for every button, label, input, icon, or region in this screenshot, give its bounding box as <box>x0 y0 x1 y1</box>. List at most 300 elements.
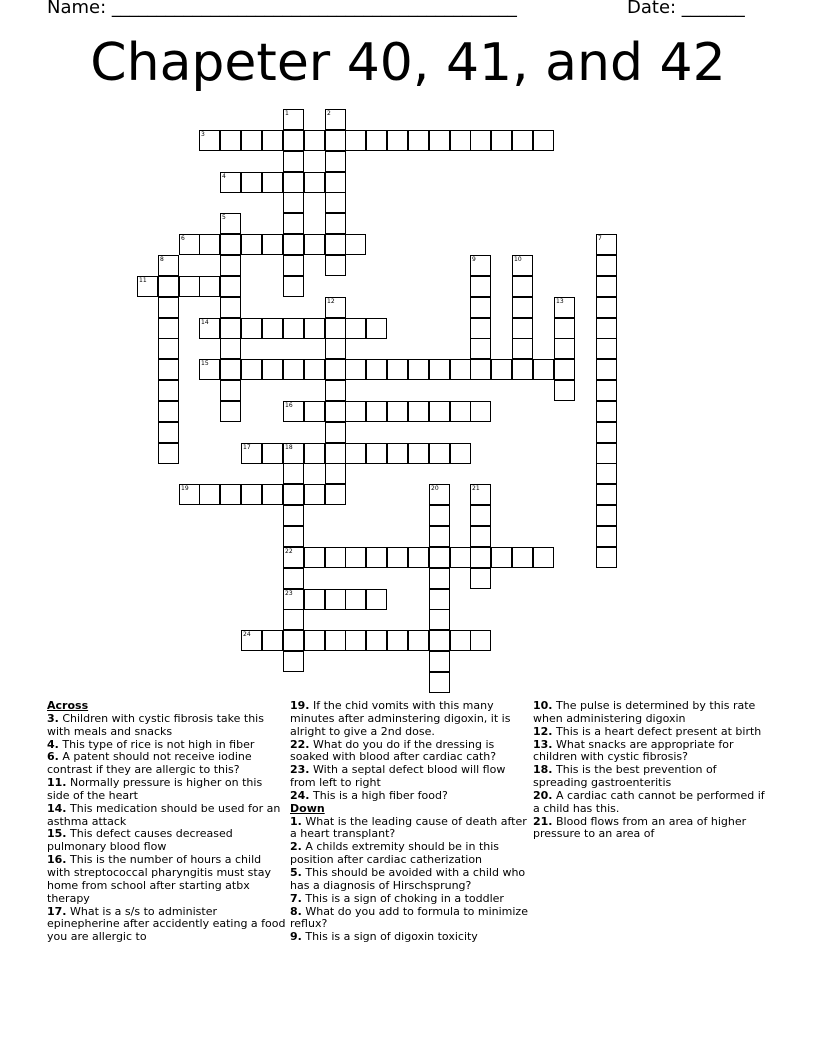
crossword-cell[interactable] <box>262 443 283 464</box>
crossword-cell[interactable] <box>283 151 304 172</box>
crossword-cell[interactable] <box>596 255 617 276</box>
crossword-cell[interactable] <box>325 589 346 610</box>
crossword-cell[interactable] <box>366 589 387 610</box>
crossword-cell[interactable] <box>596 234 617 255</box>
clue-text: If the chid vomits with this many minutes after adminstering digoxin, it is alright to give a 2nd dose. <box>290 699 511 738</box>
across-clue <box>290 764 530 790</box>
crossword-cell[interactable] <box>325 318 346 339</box>
crossword-cell[interactable] <box>596 443 617 464</box>
crossword-cell[interactable] <box>450 359 471 380</box>
clue-number: 9. <box>290 930 302 944</box>
crossword-cell[interactable] <box>220 172 241 193</box>
crossword-cell[interactable] <box>220 297 241 318</box>
crossword-cell[interactable] <box>283 172 304 193</box>
crossword-cell[interactable] <box>158 276 179 297</box>
across-clue <box>290 700 530 739</box>
crossword-cell[interactable] <box>596 463 617 484</box>
crossword-cell[interactable] <box>179 234 200 255</box>
crossword-cell[interactable] <box>596 505 617 526</box>
crossword-cell[interactable] <box>325 359 346 380</box>
crossword-cell[interactable] <box>199 234 220 255</box>
crossword-cell[interactable] <box>283 526 304 547</box>
crossword-cell[interactable] <box>596 526 617 547</box>
cell-number: 18 <box>285 444 293 451</box>
cell-number: 10 <box>514 256 522 263</box>
clue-number: 5. <box>290 865 302 879</box>
crossword-cell[interactable] <box>470 297 491 318</box>
crossword-cell[interactable] <box>533 130 554 151</box>
crossword-cell[interactable] <box>387 630 408 651</box>
cell-number: 9 <box>472 256 476 263</box>
clue-number: 3. <box>47 711 59 725</box>
clue-text: This is a heart defect present at birth <box>556 724 762 738</box>
clue-number: 8. <box>290 904 302 918</box>
crossword-cell[interactable] <box>512 318 533 339</box>
clue-text: This is the best prevention of spreading gastroenteritis <box>533 763 717 790</box>
crossword-cell[interactable] <box>596 318 617 339</box>
crossword-cell[interactable] <box>596 401 617 422</box>
crossword-cell[interactable] <box>283 130 304 151</box>
clue-text: The pulse is determined by this rate when administering digoxin <box>533 699 756 725</box>
crossword-cell[interactable] <box>283 484 304 505</box>
clue-text: This is a high fiber food? <box>313 788 448 802</box>
crossword-cell[interactable] <box>283 651 304 672</box>
crossword-cell[interactable] <box>220 130 241 151</box>
crossword-cell[interactable] <box>345 130 366 151</box>
down-clue <box>533 739 773 765</box>
crossword-cell[interactable] <box>220 359 241 380</box>
clue-text: What snacks are appropriate for children with cystic fibrosis? <box>533 737 734 764</box>
crossword-cell[interactable] <box>220 318 241 339</box>
crossword-cell[interactable] <box>366 401 387 422</box>
across-clue <box>47 906 287 945</box>
crossword-cell[interactable] <box>325 547 346 568</box>
clue-text: Normally pressure is higher on this side of the heart <box>47 776 263 802</box>
crossword-cell[interactable] <box>491 547 512 568</box>
clue-text: What is the leading cause of death after a heart transplant? <box>290 814 527 841</box>
crossword-cell[interactable] <box>325 297 346 318</box>
cell-number: 11 <box>139 277 147 284</box>
crossword-cell[interactable] <box>220 276 241 297</box>
clue-number: 17. <box>47 904 67 918</box>
crossword-cell[interactable] <box>470 255 491 276</box>
crossword-cell[interactable] <box>470 484 491 505</box>
clue-number: 14. <box>47 801 67 815</box>
crossword-cell[interactable] <box>304 547 325 568</box>
crossword-cell[interactable] <box>158 422 179 443</box>
cell-number: 19 <box>181 485 189 492</box>
clue-text: This medication should be used for an asthma attack <box>47 801 281 828</box>
clue-number: 4. <box>47 737 59 751</box>
clue-text: This should be avoided with a child who has a diagnosis of Hirschsprung? <box>290 865 526 892</box>
cell-number: 1 <box>285 110 289 117</box>
crossword-cell[interactable] <box>158 380 179 401</box>
crossword-cell[interactable] <box>220 234 241 255</box>
cell-number: 6 <box>181 235 185 242</box>
clue-number: 24. <box>290 788 310 802</box>
crossword-cell[interactable] <box>304 130 325 151</box>
crossword-cell[interactable] <box>325 463 346 484</box>
cell-number: 2 <box>327 110 331 117</box>
crossword-cell[interactable] <box>325 234 346 255</box>
crossword-cell[interactable] <box>283 547 304 568</box>
crossword-cell[interactable] <box>554 318 575 339</box>
crossword-cell[interactable] <box>220 380 241 401</box>
cell-number: 24 <box>243 631 251 638</box>
crossword-cell[interactable] <box>158 255 179 276</box>
crossword-cell[interactable] <box>408 630 429 651</box>
crossword-cell[interactable] <box>241 484 262 505</box>
crossword-cell[interactable] <box>158 338 179 359</box>
across-clue <box>47 828 287 854</box>
crossword-cell[interactable] <box>470 318 491 339</box>
crossword-cell[interactable] <box>345 630 366 651</box>
crossword-cell[interactable] <box>554 338 575 359</box>
clue-number: 23. <box>290 763 310 777</box>
cell-number: 22 <box>285 548 293 555</box>
clue-text: A cardiac cath cannot be performed if a child has this. <box>533 788 765 815</box>
crossword-cell[interactable] <box>283 609 304 630</box>
crossword-cell[interactable] <box>158 297 179 318</box>
crossword-cell[interactable] <box>304 589 325 610</box>
clues-column-3 <box>533 700 773 841</box>
crossword-cell[interactable] <box>325 192 346 213</box>
crossword-cell[interactable] <box>304 630 325 651</box>
crossword-cell[interactable] <box>283 234 304 255</box>
across-clue <box>47 854 287 905</box>
across-clue <box>47 777 287 803</box>
cell-number: 7 <box>598 235 602 242</box>
clue-text: What is a s/s to administer epinepherine after accidently eating a food you are allergic to <box>47 904 286 944</box>
cell-number: 15 <box>201 360 209 367</box>
crossword-cell[interactable] <box>220 484 241 505</box>
crossword-cell[interactable] <box>512 130 533 151</box>
crossword-cell[interactable] <box>179 484 200 505</box>
crossword-cell[interactable] <box>220 401 241 422</box>
crossword-cell[interactable] <box>325 338 346 359</box>
crossword-cell[interactable] <box>325 380 346 401</box>
crossword-cell[interactable] <box>429 609 450 630</box>
crossword-cell[interactable] <box>325 422 346 443</box>
clue-text: This is the number of hours a child with streptococcal pharyngitis must stay home from school after starting atbx therapy <box>47 853 271 905</box>
crossword-cell[interactable] <box>512 276 533 297</box>
crossword-cell[interactable] <box>491 130 512 151</box>
crossword-cell[interactable] <box>470 568 491 589</box>
clue-text: With a septal defect blood will flow from left to right <box>290 763 506 790</box>
crossword-cell[interactable] <box>429 589 450 610</box>
crossword-cell[interactable] <box>554 297 575 318</box>
crossword-cell[interactable] <box>283 318 304 339</box>
crossword-cell[interactable] <box>366 443 387 464</box>
crossword-cell[interactable] <box>408 547 429 568</box>
clue-number: 18. <box>533 763 553 777</box>
crossword-cell[interactable] <box>325 172 346 193</box>
crossword-cell[interactable] <box>387 547 408 568</box>
down-clue <box>290 841 530 867</box>
clue-number: 1. <box>290 814 302 828</box>
crossword-cell[interactable] <box>304 443 325 464</box>
crossword-cell[interactable] <box>450 401 471 422</box>
crossword-cell[interactable] <box>304 359 325 380</box>
crossword-cell[interactable] <box>470 526 491 547</box>
crossword-cell[interactable] <box>345 318 366 339</box>
crossword-cell[interactable] <box>283 589 304 610</box>
crossword-cell[interactable] <box>304 318 325 339</box>
crossword-cell[interactable] <box>596 297 617 318</box>
crossword-cell[interactable] <box>325 130 346 151</box>
clue-text: A childs extremity should be in this position after cardiac catherization <box>290 840 500 867</box>
crossword-cell[interactable] <box>220 255 241 276</box>
cell-number: 8 <box>160 256 164 263</box>
clue-text: Children with cystic fibrosis take this with meals and snacks <box>47 711 264 738</box>
crossword-cell[interactable] <box>345 401 366 422</box>
crossword-cell[interactable] <box>450 630 471 651</box>
crossword-cell[interactable] <box>345 234 366 255</box>
crossword-cell[interactable] <box>283 568 304 589</box>
cell-number: 5 <box>222 214 226 221</box>
crossword-cell[interactable] <box>199 359 220 380</box>
crossword-cell[interactable] <box>241 172 262 193</box>
clue-number: 11. <box>47 776 67 790</box>
crossword-cell[interactable] <box>283 109 304 130</box>
crossword-cell[interactable] <box>596 359 617 380</box>
down-heading: Down <box>290 801 325 815</box>
clue-number: 12. <box>533 724 553 738</box>
crossword-cell[interactable] <box>262 630 283 651</box>
across-clue <box>290 739 530 765</box>
crossword-cell[interactable] <box>512 297 533 318</box>
crossword-cell[interactable] <box>366 318 387 339</box>
crossword-cell[interactable] <box>366 130 387 151</box>
crossword-cell[interactable] <box>262 130 283 151</box>
crossword-cell[interactable] <box>283 213 304 234</box>
crossword-cell[interactable] <box>283 255 304 276</box>
clue-number: 2. <box>290 840 302 854</box>
crossword-cell[interactable] <box>533 547 554 568</box>
crossword-cell[interactable] <box>304 172 325 193</box>
crossword-cell[interactable] <box>262 172 283 193</box>
clue-number: 22. <box>290 737 310 751</box>
crossword-cell[interactable] <box>262 359 283 380</box>
crossword-cell[interactable] <box>345 547 366 568</box>
clue-number: 13. <box>533 737 553 751</box>
crossword-cell[interactable] <box>325 443 346 464</box>
crossword-cell[interactable] <box>596 380 617 401</box>
crossword-cell[interactable] <box>283 505 304 526</box>
cell-number: 23 <box>285 590 293 597</box>
crossword-cell[interactable] <box>241 443 262 464</box>
crossword-cell[interactable] <box>199 318 220 339</box>
crossword-cell[interactable] <box>262 318 283 339</box>
crossword-cell[interactable] <box>408 443 429 464</box>
crossword-cell[interactable] <box>450 547 471 568</box>
clue-number: 7. <box>290 891 302 905</box>
crossword-cell[interactable] <box>325 109 346 130</box>
crossword-cell[interactable] <box>158 318 179 339</box>
crossword-cell[interactable] <box>158 359 179 380</box>
crossword-cell[interactable] <box>158 401 179 422</box>
crossword-cell[interactable] <box>596 276 617 297</box>
crossword-cell[interactable] <box>220 338 241 359</box>
crossword-cell[interactable] <box>512 547 533 568</box>
crossword-cell[interactable] <box>491 359 512 380</box>
crossword-cell[interactable] <box>387 443 408 464</box>
crossword-cell[interactable] <box>304 484 325 505</box>
clue-text: This is a sign of digoxin toxicity <box>305 930 478 944</box>
crossword-cell[interactable] <box>241 318 262 339</box>
crossword-cell[interactable] <box>387 359 408 380</box>
crossword-cell[interactable] <box>387 401 408 422</box>
crossword-cell[interactable] <box>241 234 262 255</box>
crossword-cell[interactable] <box>345 443 366 464</box>
across-clue <box>47 713 287 739</box>
cell-number: 14 <box>201 319 209 326</box>
across-clue <box>47 803 287 829</box>
crossword-cell[interactable] <box>512 359 533 380</box>
crossword-cell[interactable] <box>470 359 491 380</box>
clue-text: What do you do if the dressing is soaked with blood after cardiac cath? <box>290 737 497 764</box>
crossword-cell[interactable] <box>325 401 346 422</box>
crossword-cell[interactable] <box>429 359 450 380</box>
crossword-cell[interactable] <box>429 401 450 422</box>
crossword-cell[interactable] <box>470 505 491 526</box>
crossword-cell[interactable] <box>220 213 241 234</box>
name-line: Name: _____________________________________________ <box>47 0 517 18</box>
crossword-cell[interactable] <box>179 276 200 297</box>
clue-text: This type of rice is not high in fiber <box>62 737 255 751</box>
crossword-cell[interactable] <box>533 359 554 380</box>
crossword-cell[interactable] <box>429 130 450 151</box>
crossword-cell[interactable] <box>512 255 533 276</box>
crossword-cell[interactable] <box>596 547 617 568</box>
crossword-cell[interactable] <box>325 213 346 234</box>
crossword-cell[interactable] <box>283 192 304 213</box>
date-line: Date: _______ <box>627 0 745 18</box>
clue-text: This is a sign of choking in a toddler <box>305 891 504 905</box>
crossword-cell[interactable] <box>408 130 429 151</box>
crossword-cell[interactable] <box>283 276 304 297</box>
crossword-cell[interactable] <box>345 359 366 380</box>
crossword-cell[interactable] <box>429 568 450 589</box>
crossword-cell[interactable] <box>512 338 533 359</box>
crossword-cell[interactable] <box>199 276 220 297</box>
cell-number: 17 <box>243 444 251 451</box>
crossword-cell[interactable] <box>429 630 450 651</box>
crossword-cell[interactable] <box>158 443 179 464</box>
crossword-cell[interactable] <box>241 630 262 651</box>
down-clue <box>290 906 530 932</box>
crossword-cell[interactable] <box>470 130 491 151</box>
down-clue <box>533 764 773 790</box>
cell-number: 21 <box>472 485 480 492</box>
clue-number: 6. <box>47 750 59 764</box>
down-clue <box>290 816 530 842</box>
crossword-cell[interactable] <box>241 359 262 380</box>
crossword-cell[interactable] <box>325 630 346 651</box>
crossword-cell[interactable] <box>429 484 450 505</box>
crossword-cell[interactable] <box>408 359 429 380</box>
crossword-cell[interactable] <box>262 234 283 255</box>
crossword-cell[interactable] <box>387 130 408 151</box>
across-clue <box>290 790 530 803</box>
crossword-cell[interactable] <box>262 484 283 505</box>
crossword-cell[interactable] <box>199 130 220 151</box>
crossword-cell[interactable] <box>366 630 387 651</box>
crossword-cell[interactable] <box>366 359 387 380</box>
crossword-cell[interactable] <box>345 589 366 610</box>
cell-number: 16 <box>285 402 293 409</box>
clues-column-2 <box>290 700 530 944</box>
clue-number: 19. <box>290 699 310 712</box>
clue-text: A patent should not receive iodine contrast if they are allergic to this? <box>47 750 252 777</box>
down-clue <box>533 816 773 842</box>
crossword-cell[interactable] <box>429 505 450 526</box>
crossword-cell[interactable] <box>470 338 491 359</box>
clues-column-1 <box>47 700 287 944</box>
crossword-cell[interactable] <box>554 380 575 401</box>
crossword-cell[interactable] <box>596 484 617 505</box>
crossword-cell[interactable] <box>596 338 617 359</box>
down-clue <box>290 931 530 944</box>
crossword-cell[interactable] <box>283 443 304 464</box>
crossword-cell[interactable] <box>429 672 450 693</box>
clue-number: 20. <box>533 788 553 802</box>
crossword-cell[interactable] <box>283 359 304 380</box>
clue-text: This defect causes decreased pulmonary blood flow <box>47 827 233 854</box>
crossword-cell[interactable] <box>366 547 387 568</box>
crossword-cell[interactable] <box>283 630 304 651</box>
crossword-cell[interactable] <box>283 463 304 484</box>
down-clue <box>533 700 773 726</box>
crossword-cell[interactable] <box>470 401 491 422</box>
crossword-cell[interactable] <box>408 401 429 422</box>
page-title: Chapeter 40, 41, and 42 <box>90 33 726 93</box>
crossword-cell[interactable] <box>325 255 346 276</box>
crossword-cell[interactable] <box>304 234 325 255</box>
crossword-cell[interactable] <box>596 422 617 443</box>
crossword-cell[interactable] <box>450 443 471 464</box>
crossword-cell[interactable] <box>429 443 450 464</box>
crossword-cell[interactable] <box>554 359 575 380</box>
crossword-cell[interactable] <box>470 630 491 651</box>
crossword-cell[interactable] <box>241 130 262 151</box>
clue-number: 15. <box>47 827 67 841</box>
clue-text: Blood flows from an area of higher pressure to an area of <box>533 814 747 841</box>
cell-number: 12 <box>327 298 335 305</box>
crossword-cell[interactable] <box>429 526 450 547</box>
crossword-cell[interactable] <box>325 151 346 172</box>
cell-number: 13 <box>556 298 564 305</box>
crossword-cell[interactable] <box>470 276 491 297</box>
crossword-cell[interactable] <box>325 484 346 505</box>
down-clue <box>533 790 773 816</box>
cell-number: 20 <box>431 485 439 492</box>
crossword-cell[interactable] <box>429 651 450 672</box>
clue-number: 10. <box>533 699 553 712</box>
clue-number: 21. <box>533 814 553 828</box>
crossword-cell[interactable] <box>283 401 304 422</box>
across-clue <box>47 751 287 777</box>
crossword-cell[interactable] <box>199 484 220 505</box>
crossword-cell[interactable] <box>304 401 325 422</box>
crossword-cell[interactable] <box>137 276 158 297</box>
clue-text: What do you add to formula to minimize reflux? <box>290 904 528 931</box>
cell-number: 3 <box>201 131 205 138</box>
crossword-cell[interactable] <box>429 547 450 568</box>
cell-number: 4 <box>222 173 226 180</box>
crossword-cell[interactable] <box>450 130 471 151</box>
crossword-cell[interactable] <box>470 547 491 568</box>
